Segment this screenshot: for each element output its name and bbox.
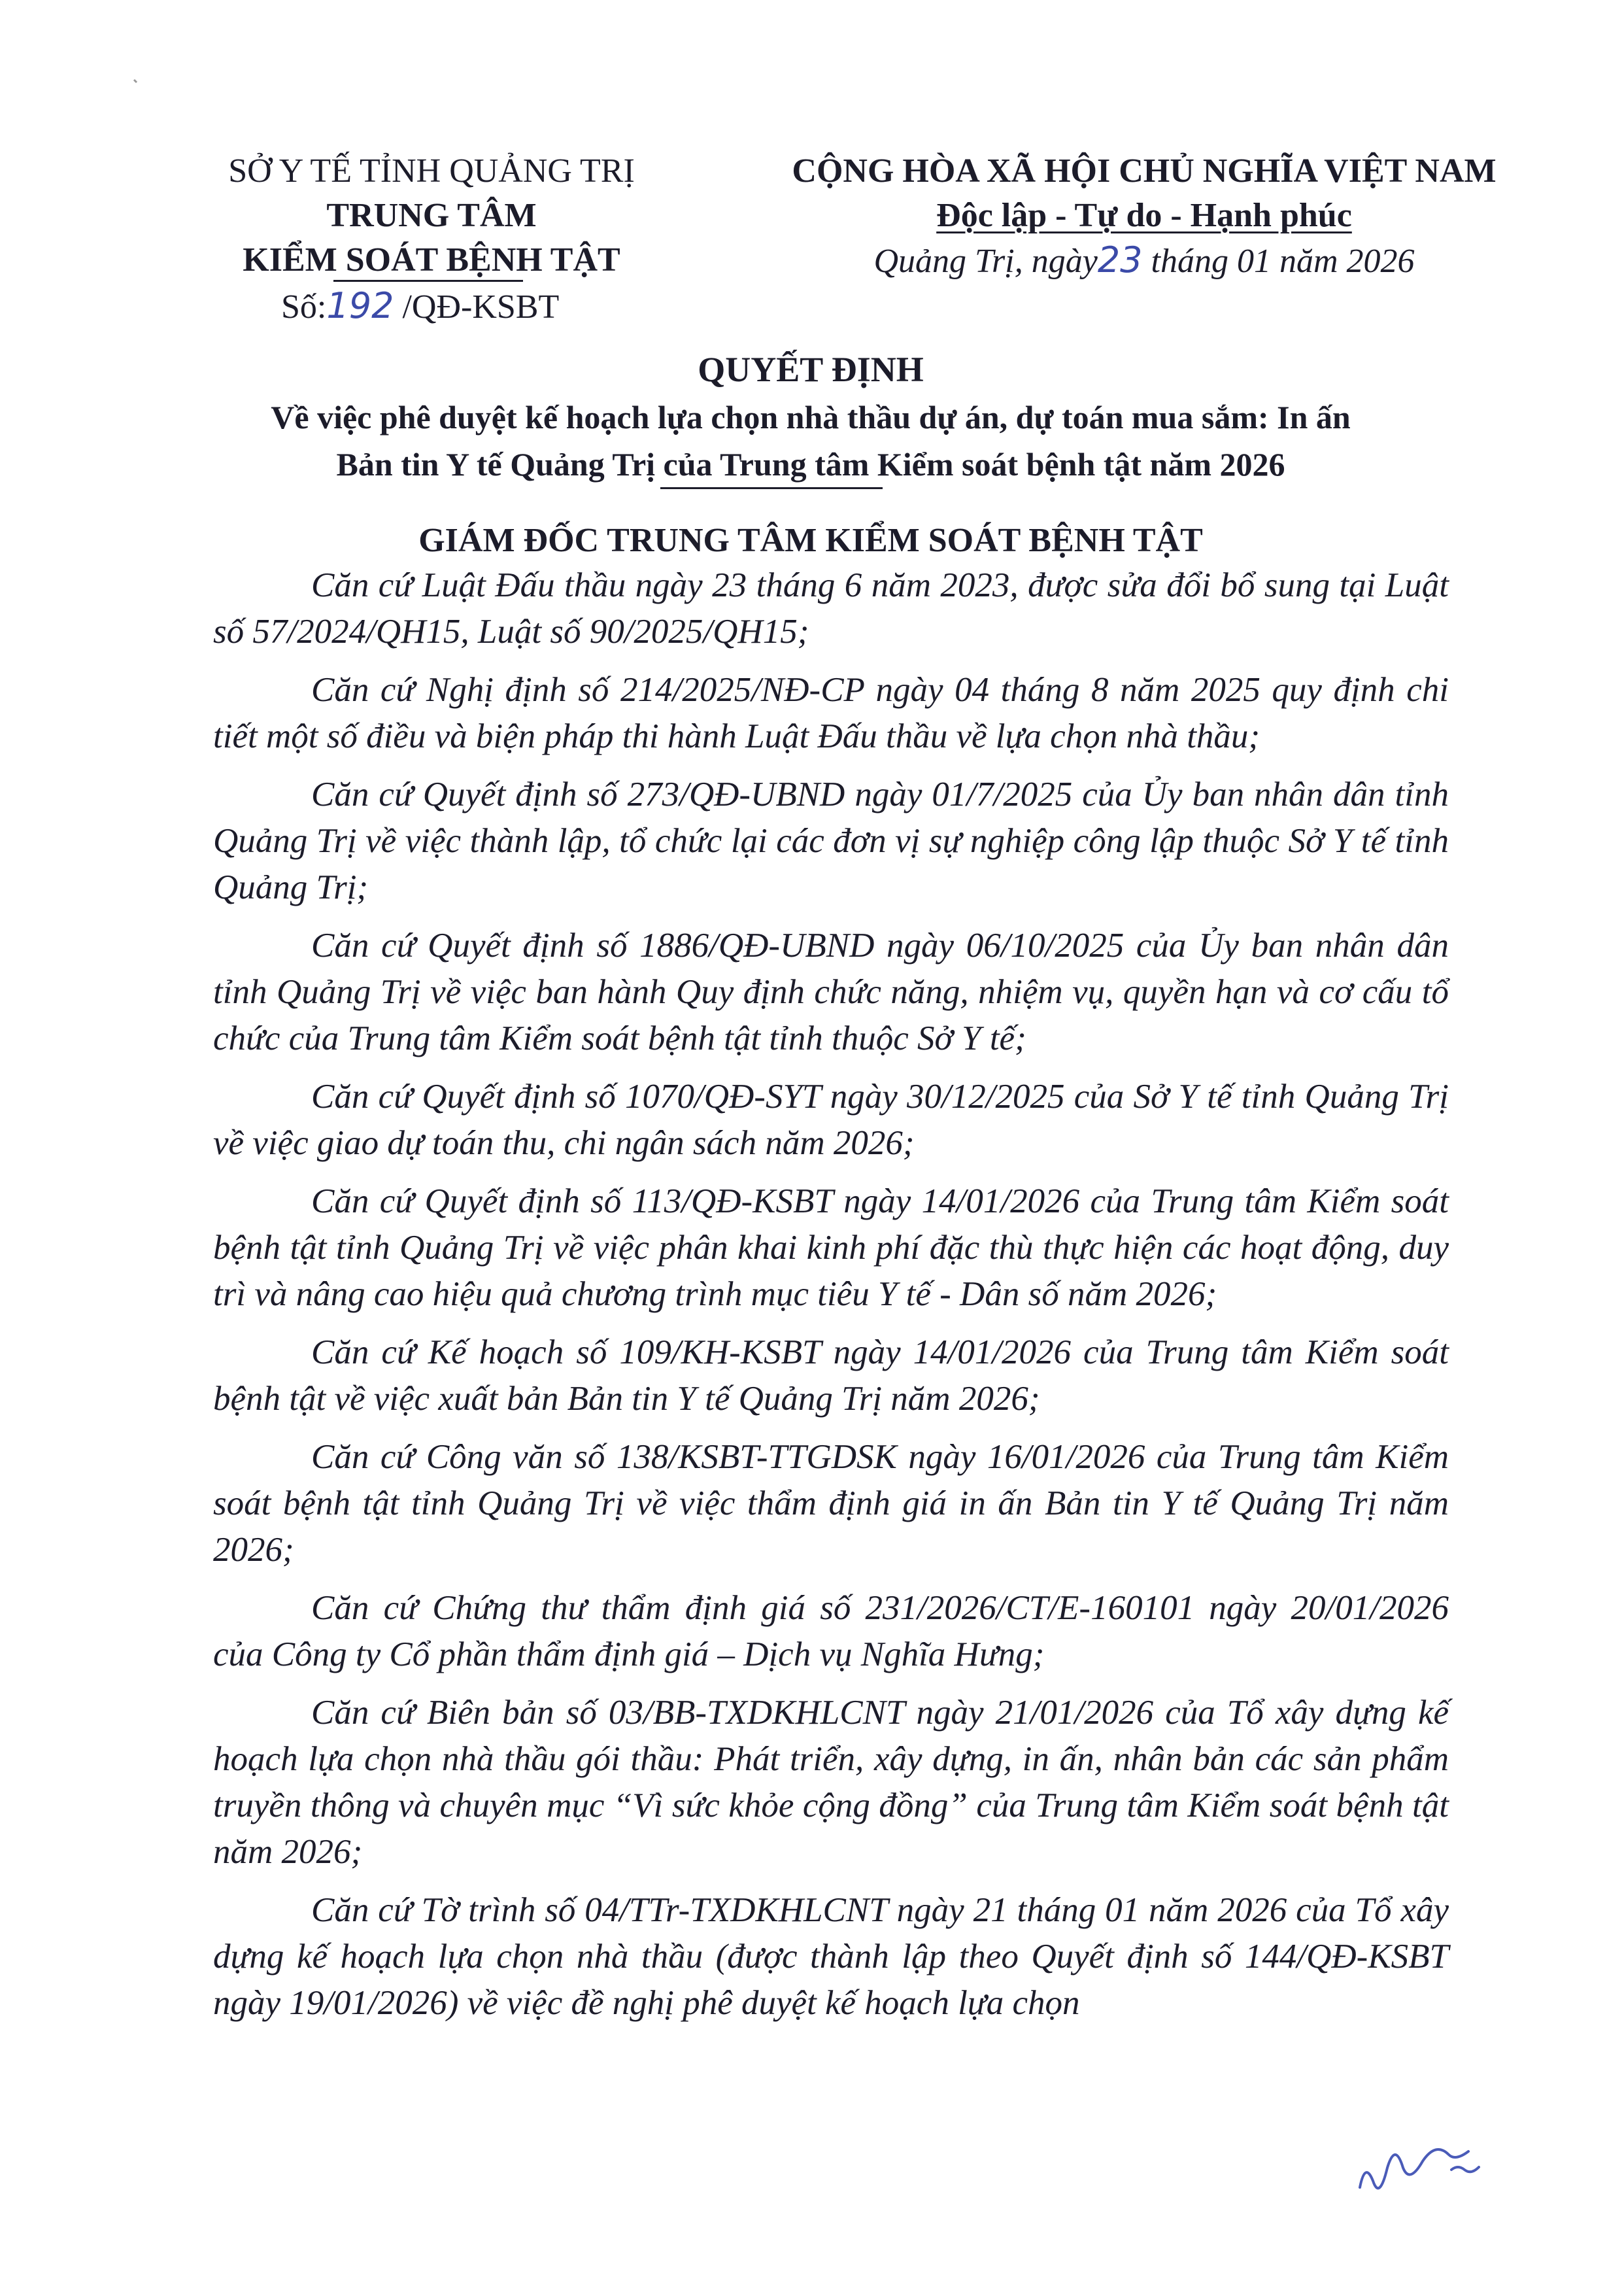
legal-basis-paragraph: Căn cứ Quyết định số 1070/QĐ-SYT ngày 30/12/2025 của Sở Y tế tỉnh Quảng Trị về việc giao dự toán thu, chi ngân sách năm 2026;	[213, 1078, 1449, 1162]
decision-subtitle-line2: Bản tin Y tế Quảng Trị của Trung tâm Kiểm soát bệnh tật năm 2026	[336, 446, 1285, 483]
national-title: CỘNG HÒA XÃ HỘI CHỦ NGHĨA VIỆT NAM	[792, 152, 1497, 190]
legal-basis-paragraph: Căn cứ Nghị định số 214/2025/NĐ-CP ngày 04 tháng 8 năm 2025 quy định chi tiết một số điều và biện pháp thi hành Luật Đấu thầu về lựa chọn nhà thầu;	[213, 671, 1449, 755]
decision-heading: QUYẾT ĐỊNH	[698, 350, 924, 389]
agency-name-line2: KIỂM SOÁT BỆNH TẬT	[243, 241, 620, 279]
legal-basis-paragraph: Căn cứ Luật Đấu thầu ngày 23 tháng 6 năm 2023, được sửa đổi bổ sung tại Luật số 57/2024/QH15, Luật số 90/2025/QH15;	[213, 566, 1449, 651]
legal-basis-paragraph: Căn cứ Tờ trình số 04/TTr-TXDKHLCNT ngày 21 tháng 01 năm 2026 của Tổ xây dựng kế hoạch lựa chọn nhà thầu (được thành lập theo Quyết định số 144/QĐ-KSBT ngày 19/01/2026) về việc đề nghị phê duyệt kế hoạch lựa chọn	[213, 1891, 1449, 2022]
legal-basis-paragraph: Căn cứ Chứng thư thẩm định giá số 231/2026/CT/E-160101 ngày 20/01/2026 của Công ty Cổ phần thẩm định giá – Dịch vụ Nghĩa Hưng;	[213, 1589, 1449, 1673]
date-suffix: tháng 01 năm 2026	[1151, 243, 1415, 280]
issuer-title: GIÁM ĐỐC TRUNG TÂM KIỂM SOÁT BỆNH TẬT	[418, 522, 1203, 559]
legal-basis-paragraph: Căn cứ Quyết định số 113/QĐ-KSBT ngày 14/01/2026 của Trung tâm Kiểm soát bệnh tật tỉnh Quảng Trị về việc phân khai kinh phí đặc thù thực hiện các hoạt động, duy trì và nâng cao hiệu quả chương trình mục tiêu Y tế - Dân số năm 2026;	[213, 1182, 1449, 1313]
legal-basis-paragraph: Căn cứ Công văn số 138/KSBT-TTGDSK ngày 16/01/2026 của Trung tâm Kiểm soát bệnh tật tỉnh Quảng Trị về việc thẩm định giá in ấn Bản tin Y tế Quảng Trị năm 2026;	[213, 1438, 1449, 1569]
doc-number-handwritten: 192	[326, 285, 394, 326]
legal-basis-paragraph: Căn cứ Kế hoạch số 109/KH-KSBT ngày 14/01/2026 của Trung tâm Kiểm soát bệnh tật về việc xuất bản Bản tin Y tế Quảng Trị năm 2026;	[213, 1333, 1449, 1418]
scan-speck	[134, 80, 137, 82]
date-prefix: Quảng Trị, ngày	[873, 243, 1098, 280]
decision-subtitle-line1: Về việc phê duyệt kế hoạch lựa chọn nhà thầu dự án, dự toán mua sắm: In ấn	[271, 399, 1351, 436]
legal-basis-paragraph: Căn cứ Biên bản số 03/BB-TXDKHLCNT ngày 21/01/2026 của Tổ xây dựng kế hoạch lựa chọn nhà thầu gói thầu: Phát triển, xây dựng, in ấn, nhân bản các sản phẩm truyền thông và chuyên mục “Vì sức khỏe cộng đồng” của Trung tâm Kiểm soát bệnh tật năm 2026;	[213, 1694, 1449, 1871]
doc-number-suffix: /QĐ-KSBT	[402, 288, 560, 326]
date-day-handwritten: 23	[1097, 239, 1143, 281]
national-motto: Độc lập - Tự do - Hạnh phúc	[936, 197, 1352, 234]
agency-name-line1: TRUNG TÂM	[326, 197, 537, 234]
agency-parent: SỞ Y TẾ TỈNH QUẢNG TRỊ	[228, 152, 635, 190]
legal-basis-paragraph: Căn cứ Quyết định số 273/QĐ-UBND ngày 01/7/2025 của Ủy ban nhân dân tỉnh Quảng Trị về việc thành lập, tổ chức lại các đơn vị sự nghiệp công lập thuộc Sở Y tế tỉnh Quảng Trị;	[213, 776, 1449, 906]
doc-number-prefix: Số:	[281, 288, 327, 326]
legal-basis-paragraph: Căn cứ Quyết định số 1886/QĐ-UBND ngày 06/10/2025 của Ủy ban nhân dân tỉnh Quảng Trị về việc ban hành Quy định chức năng, nhiệm vụ, quyền hạn và cơ cấu tổ chức của Trung tâm Kiểm soát bệnh tật tỉnh thuộc Sở Y tế;	[213, 927, 1449, 1057]
